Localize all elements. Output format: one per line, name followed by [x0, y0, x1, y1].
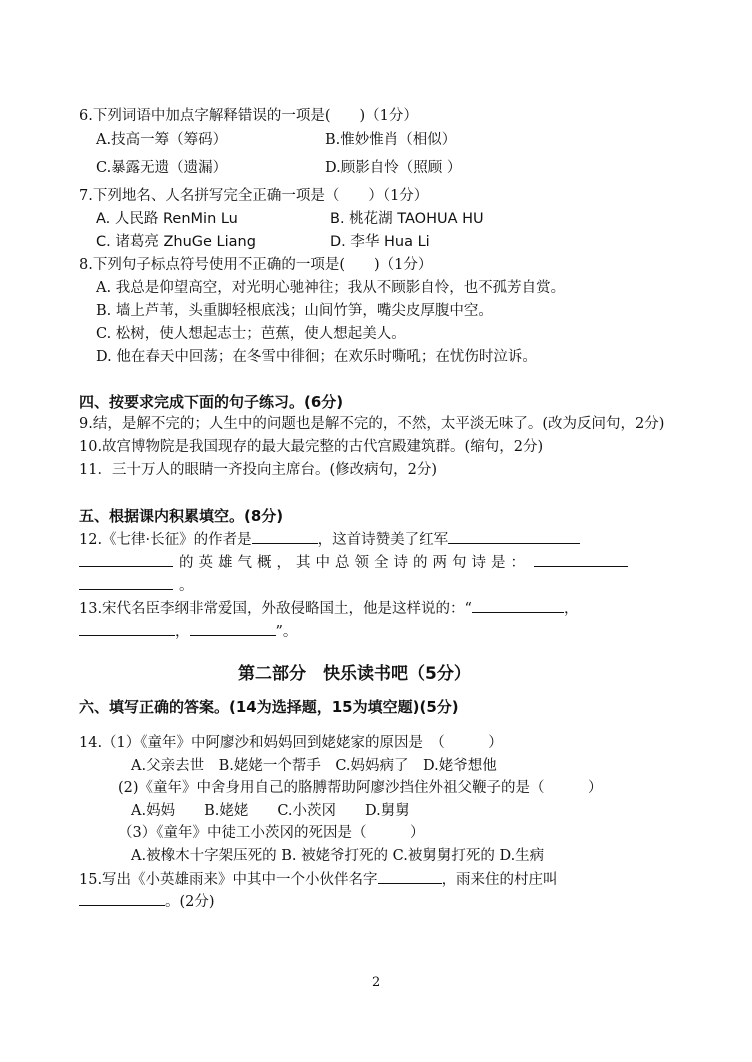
- q11: 11．三十万人的眼睛一齐投向主席台。(修改病句，2分): [79, 462, 437, 478]
- q12-blank-poem-2[interactable]: [79, 575, 173, 590]
- q14-1-options: A.父亲去世 B.姥姥一个帮手 C.妈妈病了 D.姥爷想他: [131, 758, 497, 774]
- q7-option-a: A. 人民路 RenMin Lu: [96, 211, 238, 227]
- q6-option-d: D.顾影自怜（照顾 ）: [325, 160, 462, 176]
- q13-comma-2: ，: [175, 624, 190, 640]
- q12-text-author: 12.《七律·长征》的作者是: [79, 532, 252, 548]
- q12-line-2: [79, 552, 628, 573]
- q12-blank-spirit-1[interactable]: [448, 529, 580, 544]
- q12-blank-author[interactable]: [252, 529, 318, 544]
- q12-text-end: 。: [179, 578, 194, 594]
- q12-blank-poem-1[interactable]: [534, 552, 628, 567]
- q15-text-village: ，雨来住的村庄叫: [441, 872, 558, 888]
- q12-line-1: [79, 529, 580, 550]
- q14-3-options: A.被橡木十字架压死的 B. 被姥爷打死的 C.被舅舅打死的 D.生病: [131, 848, 545, 864]
- q13-comma-1: ，: [563, 601, 579, 617]
- q15-blank-name[interactable]: [378, 869, 442, 884]
- q6-option-c: C.暴露无遗（遗漏）: [96, 160, 228, 176]
- q13-blank-1[interactable]: [472, 598, 564, 613]
- q13-end: ”。: [275, 624, 298, 640]
- q6-stem: 6.下列词语中加点字解释错误的一项是( )（1分）: [79, 108, 418, 124]
- q8-option-a: A. 我总是仰望高空，对光明心驰神往；我从不顾影自怜，也不孤芳自赏。: [96, 280, 566, 296]
- q15-blank-village[interactable]: [79, 891, 165, 906]
- q8-stem: 8.下列句子标点符号使用不正确的一项是( )（1分）: [79, 257, 433, 273]
- q12-line-3: [79, 575, 194, 596]
- q13-text: 13.宋代名臣李纲非常爱国，外敌侵略国土，他是这样说的：“: [79, 601, 472, 617]
- q9: 9.结，是解不完的；人生中的问题也是解不完的，不然，太平淡无味了。(改为反问句，2分): [79, 416, 665, 432]
- q15-line-1: [79, 869, 558, 890]
- q15-text: 15.写出《小英雄雨来》中其中一个小伙伴名字: [79, 872, 378, 888]
- q6-option-b: B.惟妙惟肖（相似）: [325, 132, 457, 148]
- section-4-title: 四、按要求完成下面的句子练习。(6分): [79, 393, 344, 411]
- q10: 10.故宫博物院是我国现存的最大最完整的古代宫殿建筑群。(缩句，2分): [79, 439, 544, 455]
- q13-line-1: [79, 598, 578, 619]
- q14-1: 14.（1）《童年》中阿廖沙和妈妈回到姥姥家的原因是 （ ）: [79, 735, 503, 751]
- q12-text-summary: 的英雄气概，其中总领全诗的两句诗是：: [179, 555, 530, 571]
- q7-option-b: B. 桃花湖 TAOHUA HU: [330, 211, 484, 227]
- section-6-title: 六、填写正确的答案。(14为选择题，15为填空题)(5分): [79, 698, 459, 716]
- q8-option-d: D. 他在春天中回荡；在冬雪中徘徊；在欢乐时嘶吼；在忧伤时泣诉。: [96, 349, 537, 365]
- q7-option-d: D. 李华 Hua Li: [330, 234, 430, 250]
- q14-2: (2)《童年》中舍身用自己的胳膊帮助阿廖沙挡住外祖父鞭子的是（ ）: [118, 780, 603, 796]
- q14-3: （3）《童年》中徒工小茨冈的死因是（ ）: [118, 825, 425, 841]
- q12-text-praise: ，这首诗赞美了红军: [317, 532, 449, 548]
- q6-option-a: A.技高一筹（筹码）: [96, 132, 228, 148]
- q15-line-2: [79, 891, 215, 912]
- q7-option-c: C. 诸葛亮 ZhuGe Liang: [96, 234, 256, 250]
- q13-blank-3[interactable]: [190, 621, 276, 636]
- q7-stem: 7.下列地名、人名拼写完全正确一项是（ ）（1分）: [79, 188, 429, 204]
- q13-blank-2[interactable]: [79, 621, 175, 636]
- q15-end: 。(2分): [165, 894, 215, 910]
- q8-option-c: C. 松树，使人想起志士；芭蕉，使人想起美人。: [96, 326, 406, 342]
- q12-blank-spirit-2[interactable]: [79, 552, 173, 567]
- part-2-title: 第二部分 快乐读书吧（5分）: [238, 664, 471, 684]
- q14-2-options: A.妈妈 B.姥姥 C.小茨冈 D.舅舅: [131, 803, 410, 819]
- q8-option-b: B. 墙上芦苇，头重脚轻根底浅；山间竹笋，嘴尖皮厚腹中空。: [96, 303, 493, 319]
- page-number: 2: [372, 975, 381, 990]
- q13-line-2: [79, 621, 297, 642]
- section-5-title: 五、根据课内积累填空。(8分): [79, 507, 284, 525]
